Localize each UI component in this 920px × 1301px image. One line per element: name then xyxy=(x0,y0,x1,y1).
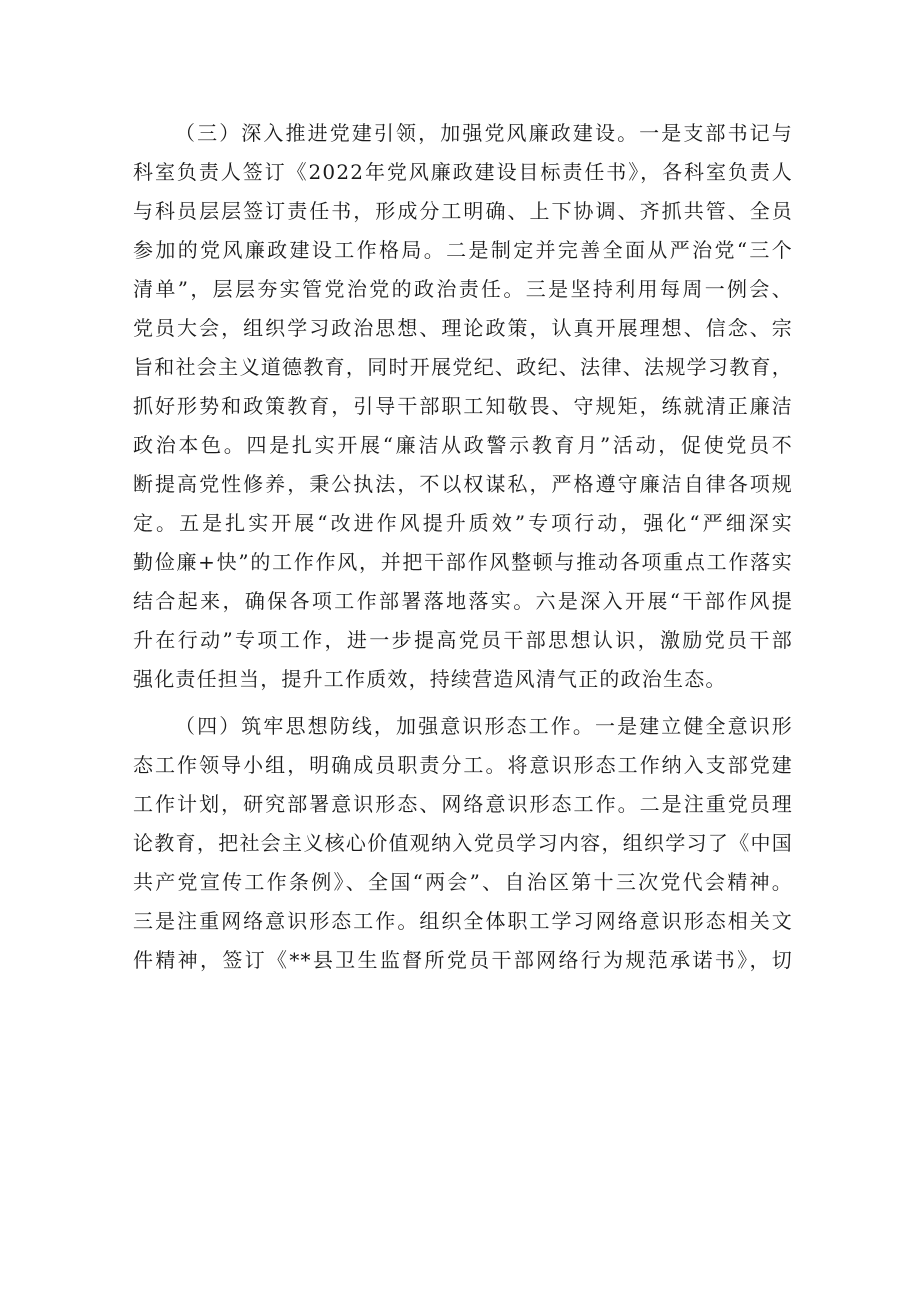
text-line: 抓好形势和政策教育，引导干部职工知敬畏、守规矩，练就清正廉洁 xyxy=(133,394,793,418)
document-body xyxy=(133,114,793,980)
text-line: 共产党宣传工作条例》、全国“两会”、自治区第十三次党代会精神。 xyxy=(133,870,793,894)
paragraph-spacer xyxy=(133,699,793,707)
text-line: 旨和社会主义道德教育，同时开展党纪、政纪、法律、法规学习教育， xyxy=(133,355,793,379)
text-line: 断提高党性修养，秉公执法，不以权谋私，严格遵守廉洁自律各项规 xyxy=(133,472,793,496)
text-line: 结合起来，确保各项工作部署落地落实。六是深入开展“干部作风提 xyxy=(133,589,793,613)
text-line: 清单”，层层夯实管党治党的政治责任。三是坚持利用每周一例会、 xyxy=(133,277,793,301)
text-line: 件精神，签订《**县卫生监督所党员干部网络行为规范承诺书》，切 xyxy=(133,948,793,972)
paragraph-ideology-work xyxy=(133,707,793,980)
text-line: 勤俭廉+快”的工作作风，并把干部作风整顿与推动各项重点工作落实 xyxy=(133,550,793,574)
text-line: 参加的党风廉政建设工作格局。二是制定并完善全面从严治党“三个 xyxy=(133,238,793,262)
text-line: 政治本色。四是扎实开展“廉洁从政警示教育月”活动，促使党员不 xyxy=(133,433,793,457)
text-line: 与科员层层签订责任书，形成分工明确、上下协调、齐抓共管、全员 xyxy=(133,199,793,223)
text-line: 论教育，把社会主义核心价值观纳入党员学习内容，组织学习了《中国 xyxy=(133,831,793,855)
text-line: （三）深入推进党建引领，加强党风廉政建设。一是支部书记与 xyxy=(175,121,793,145)
text-line: 党员大会，组织学习政治思想、理论政策，认真开展理想、信念、宗 xyxy=(133,316,793,340)
text-line: 三是注重网络意识形态工作。组织全体职工学习网络意识形态相关文 xyxy=(133,909,793,933)
text-line: 强化责任担当，提升工作质效，持续营造风清气正的政治生态。 xyxy=(133,667,727,691)
text-line: 科室负责人签订《2022年党风廉政建设目标责任书》，各科室负责人 xyxy=(133,160,793,184)
paragraph-party-conduct xyxy=(133,114,793,699)
text-line: 态工作领导小组，明确成员职责分工。将意识形态工作纳入支部党建 xyxy=(133,753,793,777)
text-line: 工作计划，研究部署意识形态、网络意识形态工作。二是注重党员理 xyxy=(133,792,793,816)
text-line: 定。五是扎实开展“改进作风提升质效”专项行动，强化“严细深实 xyxy=(133,511,793,535)
text-line: 升在行动”专项工作，进一步提高党员干部思想认识，激励党员干部 xyxy=(133,628,793,652)
text-line: （四）筑牢思想防线，加强意识形态工作。一是建立健全意识形 xyxy=(175,714,793,738)
